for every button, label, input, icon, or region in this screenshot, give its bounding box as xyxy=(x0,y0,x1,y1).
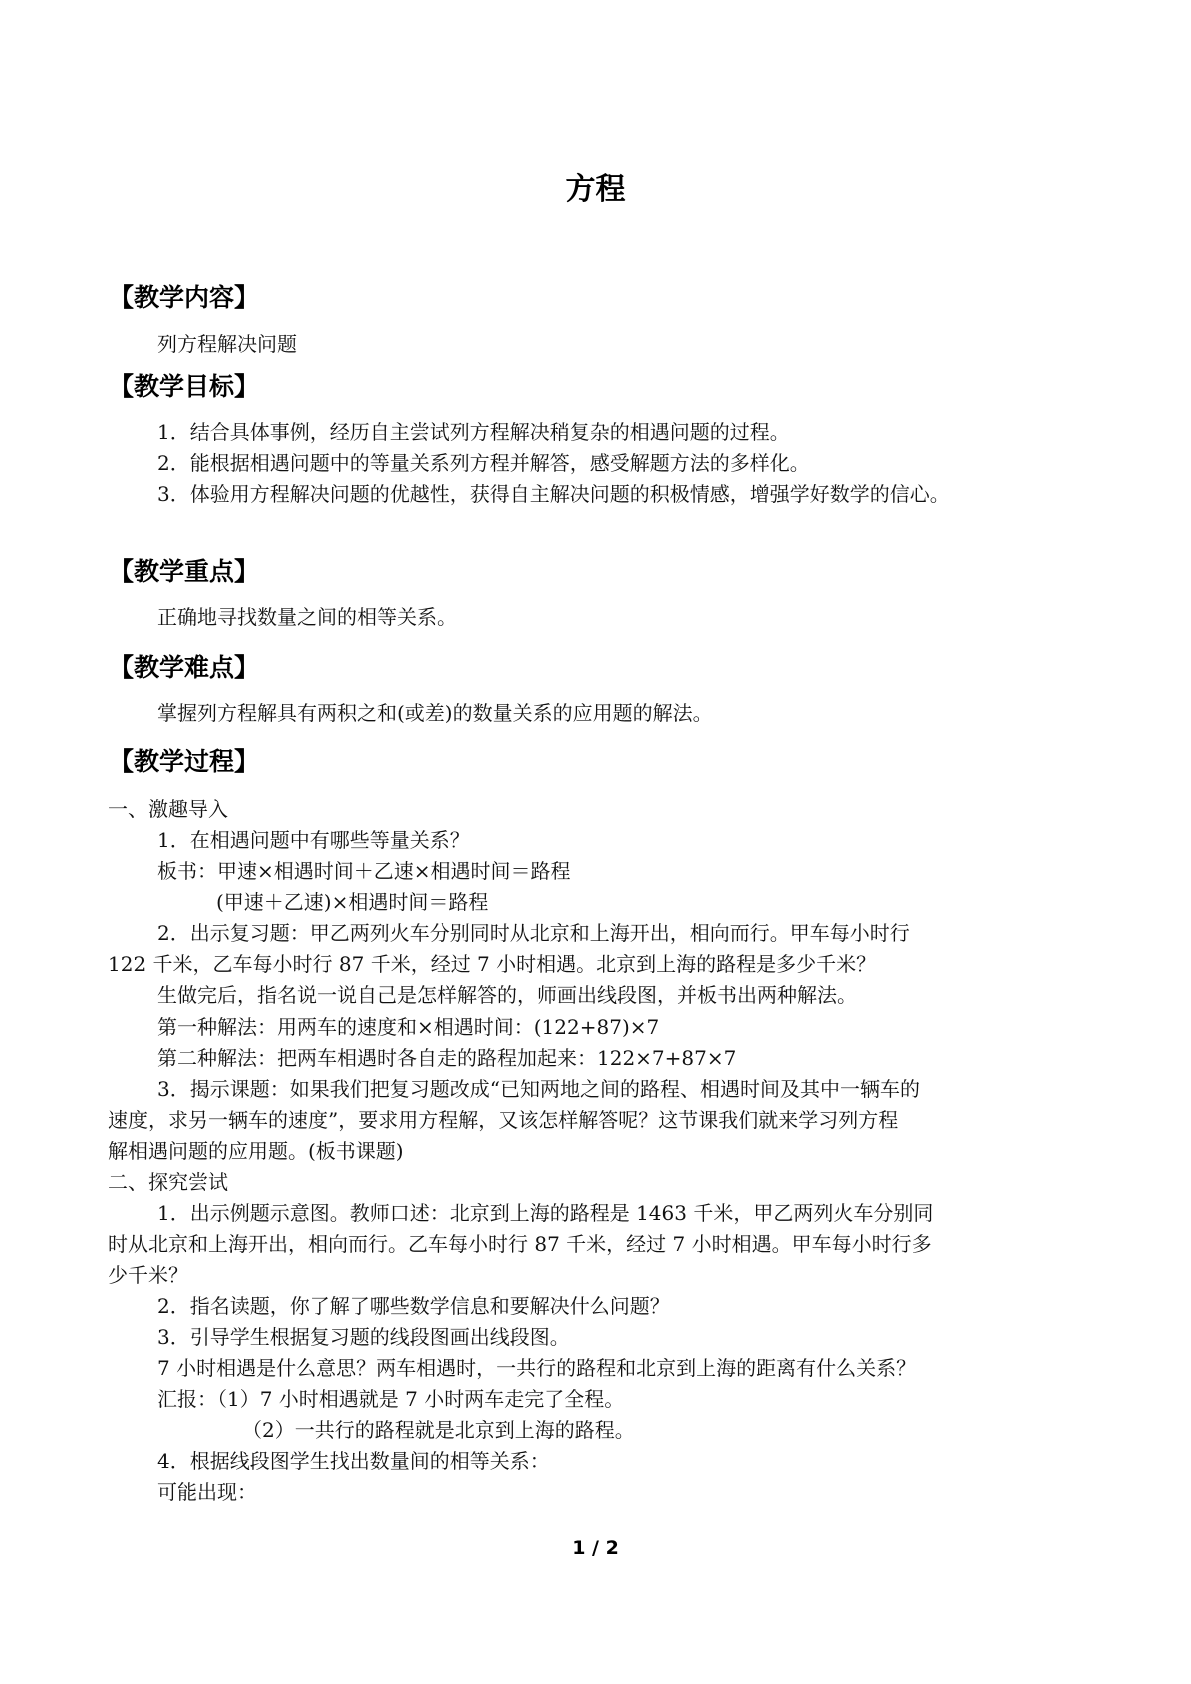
process-line: 时从北京和上海开出，相向而行。乙车每小时行 87 千米，经过 7 小时相遇。甲车每小时行多 xyxy=(108,1232,932,1256)
process-line: （2）一共行的路程就是北京到上海的路程。 xyxy=(242,1418,635,1442)
process-line: 122 千米，乙车每小时行 87 千米，经过 7 小时相遇。北京到上海的路程是多少千米？ xyxy=(108,952,877,976)
section-heading-key-points: 【教学重点】 xyxy=(109,557,260,586)
process-line: 2．指名读题，你了解了哪些数学信息和要解决什么问题？ xyxy=(157,1294,670,1318)
difficulty-text: 掌握列方程解具有两积之和(或差)的数量关系的应用题的解法。 xyxy=(157,701,713,725)
process-line: 速度，求另一辆车的速度”，要求用方程解，又该怎样解答呢？这节课我们就来学习列方程 xyxy=(108,1108,899,1132)
process-line: 第二种解法：把两车相遇时各自走的路程加起来：122×7+87×7 xyxy=(157,1046,737,1070)
process-line: 3．揭示课题：如果我们把复习题改成“已知两地之间的路程、相遇时间及其中一辆车的 xyxy=(157,1077,920,1101)
process-line: (甲速＋乙速)×相遇时间＝路程 xyxy=(216,890,489,914)
process-part-heading-1: 一、激趣导入 xyxy=(108,797,228,821)
section-heading-objectives: 【教学目标】 xyxy=(109,372,260,401)
objective-item-3: 3．体验用方程解决问题的优越性，获得自主解决问题的积极情感，增强学好数学的信心。 xyxy=(157,482,950,506)
process-line: 第一种解法：用两车的速度和×相遇时间：(122+87)×7 xyxy=(157,1015,660,1039)
process-line: 1．出示例题示意图。教师口述：北京到上海的路程是 1463 千米，甲乙两列火车分别同 xyxy=(157,1201,934,1225)
page-number: 1 / 2 xyxy=(572,1537,619,1559)
section-heading-process: 【教学过程】 xyxy=(109,747,260,776)
process-line: 2．出示复习题：甲乙两列火车分别同时从北京和上海开出，相向而行。甲车每小时行 xyxy=(157,921,910,945)
process-line: 少千米？ xyxy=(108,1263,188,1287)
process-line: 板书：甲速×相遇时间＋乙速×相遇时间＝路程 xyxy=(157,859,571,883)
process-line: 7 小时相遇是什么意思？两车相遇时，一共行的路程和北京到上海的距离有什么关系？ xyxy=(157,1356,917,1380)
document-title: 方程 xyxy=(565,172,626,207)
process-line: 可能出现： xyxy=(157,1480,257,1504)
content-text: 列方程解决问题 xyxy=(157,332,297,356)
section-heading-difficulties: 【教学难点】 xyxy=(109,653,260,682)
process-line: 生做完后，指名说一说自己是怎样解答的，师画出线段图，并板书出两种解法。 xyxy=(157,983,857,1007)
key-point-text: 正确地寻找数量之间的相等关系。 xyxy=(157,605,457,629)
process-line: 4．根据线段图学生找出数量间的相等关系： xyxy=(157,1449,550,1473)
process-line: 1．在相遇问题中有哪些等量关系？ xyxy=(157,828,470,852)
process-part-heading-2: 二、探究尝试 xyxy=(108,1170,228,1194)
section-heading-content: 【教学内容】 xyxy=(109,283,260,312)
objective-item-2: 2．能根据相遇问题中的等量关系列方程并解答，感受解题方法的多样化。 xyxy=(157,451,810,475)
objective-item-1: 1．结合具体事例，经历自主尝试列方程解决稍复杂的相遇问题的过程。 xyxy=(157,420,790,444)
process-line: 解相遇问题的应用题。(板书课题) xyxy=(108,1139,404,1163)
process-line: 汇报：（1）7 小时相遇就是 7 小时两车走完了全程。 xyxy=(157,1387,625,1411)
process-line: 3．引导学生根据复习题的线段图画出线段图。 xyxy=(157,1325,570,1349)
